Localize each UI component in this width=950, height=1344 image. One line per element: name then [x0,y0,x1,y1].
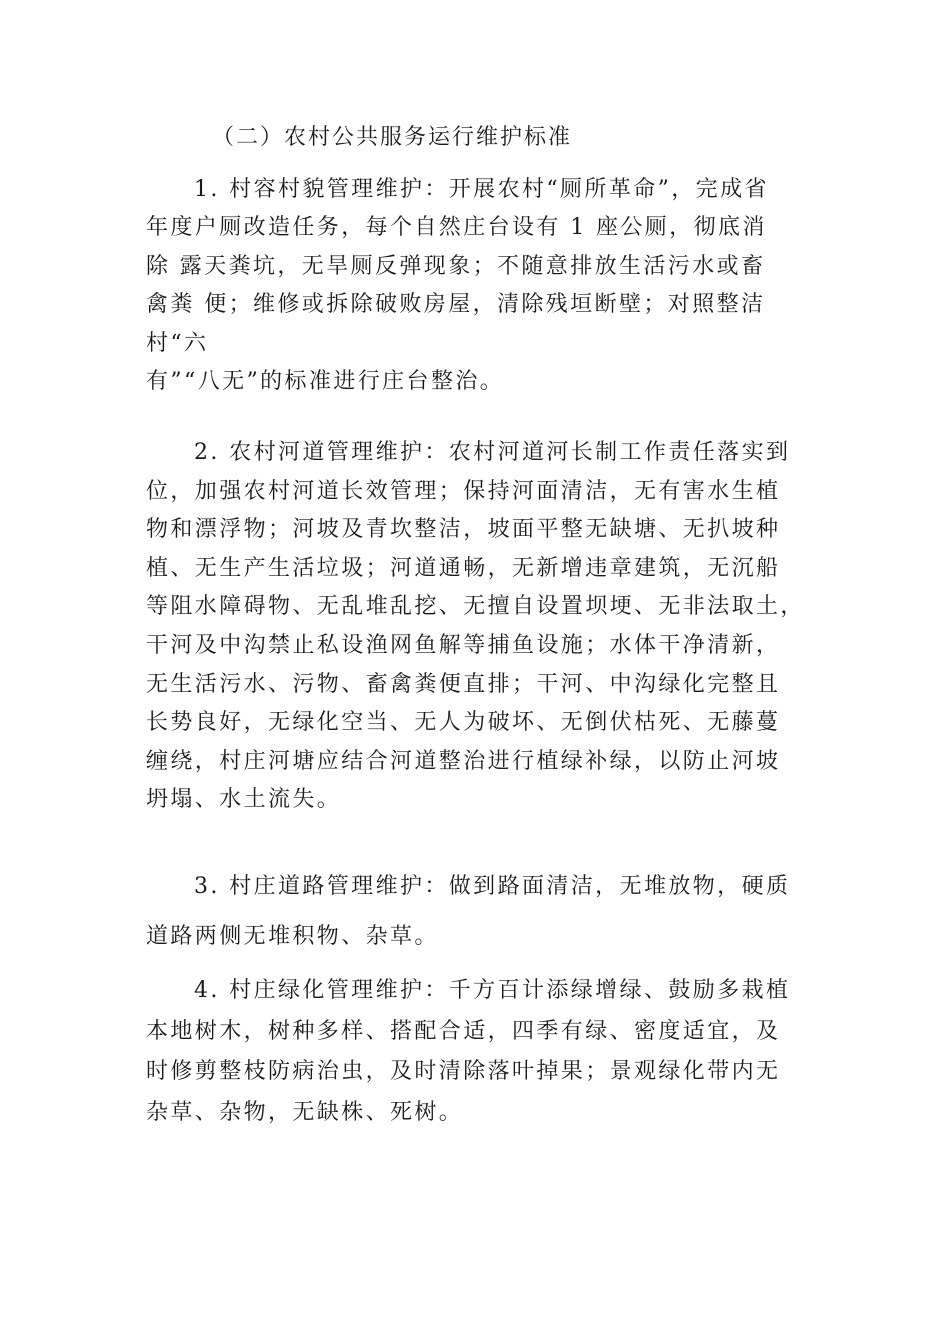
paragraph-greening-management [146,971,812,1133]
text-line: 年度户厕改造任务，每个自然庄台设有 1 座公厕，彻底消 [146,215,767,241]
text-line: 缠绕，村庄河塘应结合河道整治进行植绿补绿，以防止河坡 [146,748,781,774]
text-line: 长势良好，无绿化空当、无人为破坏、无倒伏枯死、无藤蔓 [146,710,781,736]
text-line: 4. 村庄绿化管理维护：千方百计添绿增绿、鼓励多栽植 [194,978,791,1003]
text-line: 无生活污水、污物、畜禽粪便直排；干河、中沟绿化完整且 [146,671,781,697]
text-line: 杂草、杂物，无缺株、死树。 [146,1099,464,1125]
text-line: 坍塌、水土流失。 [146,787,342,813]
text-line: 等阻水障碍物、无乱堆乱挖、无擅自设置坝埂、无非法取土， [146,594,805,620]
text-line: 道路两侧无堆积物、杂草。 [146,924,439,949]
text-line: 村“六 [146,330,209,356]
text-line: 植、无生产生活垃圾；河道通畅，无新增违章建筑，无沉船 [146,555,781,581]
text-line: 2. 农村河道管理维护：农村河道河长制工作责任落实到 [194,440,791,465]
paragraph-village-appearance [146,171,812,401]
text-line: 禽粪 便；维修或拆除破败房屋，清除残垣断壁；对照整洁 [146,292,766,318]
text-line: 位，加强农村河道长效管理；保持河面清洁，无有害水生植 [146,478,781,504]
text-line: 物和漂浮物；河坡及青坎整洁，坡面平整无缺塘、无扒坡种 [146,517,781,543]
text-line: 除 露天粪坑，无旱厕反弹现象；不随意排放生活污水或畜 [146,253,766,279]
text-line: 干河及中沟禁止私设渔网鱼解等捕鱼设施；水体干净清新， [146,632,781,658]
paragraph-road-management [146,867,812,967]
section-heading: （二）农村公共服务运行维护标准 [212,125,573,150]
text-line: 3. 村庄道路管理维护：做到路面清洁，无堆放物，硬质 [194,874,791,899]
text-line: 时修剪整枝防病治虫，及时清除落叶掉果；景观绿化带内无 [146,1059,781,1084]
text-line: 有”“八无”的标准进行庄台整治。 [146,368,505,394]
text-line: 1. 村容村貌管理维护：开展农村“厕所革命”，完成省 [194,177,769,202]
paragraph-river-management [146,434,812,820]
text-line: 本地树木，树种多样、搭配合适，四季有绿、密度适宜，及 [146,1018,781,1044]
